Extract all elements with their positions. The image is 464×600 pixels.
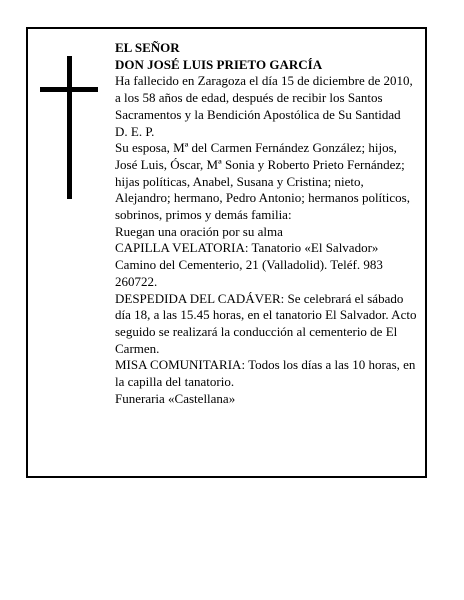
- funeral-home: Funeraria «Castellana»: [115, 390, 236, 406]
- mass-info: MISA COMUNITARIA: Todos los días a las 10 horas, en la capilla del tanatorio.: [115, 357, 416, 390]
- deceased-name: DON JOSÉ LUIS PRIETO GARCÍA: [115, 56, 323, 72]
- farewell-info: DESPEDIDA DEL CADÁVER: Se celebrará el sábado día 18, a las 15.45 horas, en el tanatorio El Salvador. Acto seguido se realizará la conducción al cementerio de El Carmen.: [115, 290, 417, 356]
- notice-title: EL SEÑOR: [115, 40, 180, 55]
- family-list: Su esposa, Mª del Carmen Fernández González; hijos, José Luis, Óscar, Mª Sonia y Roberto Prieto Fernández; hijas políticas, Anabel, Susana y Cristina; nieto, Alejandro; hermano, Pedro Antonio; hermanos políticos, sobrinos, primos y demás familia:: [115, 140, 410, 223]
- cross-vertical-bar: [67, 56, 72, 199]
- cross-horizontal-bar: [40, 87, 98, 92]
- prayer-request: Ruegan una oración por su alma: [115, 223, 283, 239]
- death-info: Ha fallecido en Zaragoza el día 15 de diciembre de 2010, a los 58 años de edad, después de recibir los Santos Sacramentos y la Bendición Apostólica de Su Santidad: [115, 73, 413, 122]
- cross-icon: [40, 56, 98, 199]
- dep-text: D. E. P.: [115, 123, 155, 139]
- obituary-notice: [26, 27, 427, 478]
- notice-text: [115, 40, 421, 407]
- chapel-info: CAPILLA VELATORIA: Tanatorio «El Salvador» Camino del Cementerio, 21 (Valladolid). Teléf. 983 260722.: [115, 240, 383, 289]
